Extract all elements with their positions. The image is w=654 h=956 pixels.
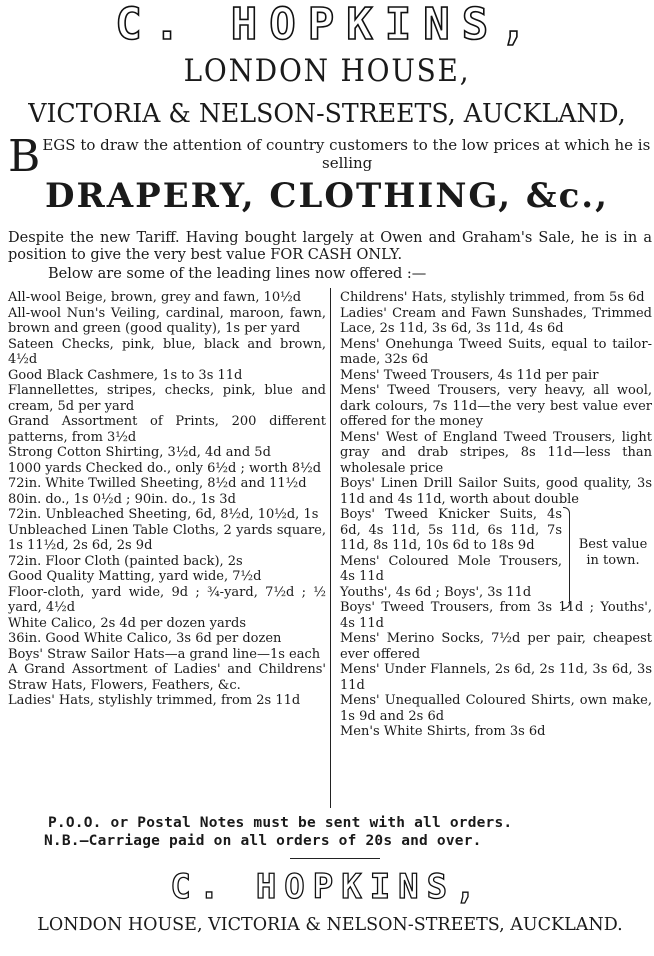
list-item: Boys' Straw Sailor Hats—a grand line—1s each [8, 646, 321, 662]
list-item: Ladies' Hats, stylishly trimmed, from 2s 11d [8, 693, 301, 708]
bracket-items [340, 507, 562, 600]
header-address: VICTORIA & NELSON-STREETS, AUCKLAND, [28, 99, 626, 129]
list-item: Mens' Unequalled Coloured Shirts, own make, 1s 9d and 2s 6d [340, 693, 652, 724]
carriage-note: N.B.—Carriage paid on all orders of 20s and over. [44, 833, 482, 849]
left-column [8, 290, 326, 709]
brace [563, 507, 570, 609]
below-text: Below are some of the leading lines now offered :— [48, 266, 427, 282]
list-item: Flannellettes, stripes, checks, pink, blue and cream, 5d per yard [8, 383, 326, 414]
list-item: Mens' Tweed Trousers, very heavy, all wool, dark colours, 7s 11d—the very best value ever offered for the money [340, 383, 652, 429]
best-value-label: Best value in town. [578, 537, 648, 568]
list-item: Boys' Tweed Trousers, from 3s 11d ; Youths', 4s 11d [340, 600, 652, 631]
list-item: Strong Cotton Shirting, 3½d, 4d and 5d [8, 445, 271, 460]
list-item: Mens' Onehunga Tweed Suits, equal to tailor-made, 32s 6d [340, 336, 652, 367]
list-item: Mens' Tweed Trousers, 4s 11d per pair [340, 367, 599, 383]
list-item: Boys' Linen Drill Sailor Suits, good quality, 3s 11d and 4s 11d, worth about double [340, 476, 652, 507]
list-item: Sateen Checks, pink, blue, black and brown, 4½d [8, 336, 326, 367]
list-item: A Grand Assortment of Ladies' and Childrens' Straw Hats, Flowers, Feathers, &c. [8, 662, 326, 693]
intro-line-text: EGS to draw the attention of country customers to the low prices at which he is [42, 136, 651, 154]
list-item: Good Quality Matting, yard wide, 7½d [8, 569, 262, 584]
intro-line-text-2: selling [322, 154, 373, 172]
list-item: 72in. White Twilled Sheeting, 8½d and 11½d [8, 476, 307, 491]
list-item: Boys' Tweed Knicker Suits, 4s 6d, 4s 11d, 5s 11d, 6s 11d, 7s 11d, 8s 11d, 10s 6d to 18s 9d [340, 507, 562, 553]
header-name: C. HOPKINS, [115, 0, 539, 50]
footer-address: LONDON HOUSE, VICTORIA & NELSON-STREETS, AUCKLAND. [37, 915, 623, 935]
list-item: White Calico, 2s 4d per dozen yards [8, 615, 246, 631]
drop-cap: B [8, 131, 41, 182]
intro-paragraph: Despite the new Tariff. Having bought largely at Owen and Graham's Sale, he is in a position to give the very best value FOR CASH ONLY. [8, 230, 652, 263]
list-item: 1000 yards Checked do., only 6½d ; worth 8½d [8, 460, 322, 476]
separator-rule [290, 858, 380, 859]
header-house: LONDON HOUSE, [183, 53, 471, 89]
best-value-group [340, 507, 652, 600]
list-item: Childrens' Hats, stylishly trimmed, from 5s 6d [340, 290, 645, 305]
list-item: 36in. Good White Calico, 3s 6d per dozen [8, 631, 282, 646]
headline: DRAPERY, CLOTHING, &c., [45, 176, 609, 216]
list-item: 80in. do., 1s 0½d ; 90in. do., 1s 3d [8, 491, 236, 507]
list-item: Mens' Coloured Mole Trousers, 4s 11d [340, 553, 562, 584]
payment-note: P.O.O. or Postal Notes must be sent with all orders. [48, 815, 513, 831]
intro-line [8, 131, 652, 182]
list-item: 72in. Unbleached Sheeting, 6d, 8½d, 10½d, 1s [8, 507, 319, 522]
list-item: Grand Assortment of Prints, 200 different patterns, from 3½d [8, 414, 326, 445]
list-item: Youths', 4s 6d ; Boys', 3s 11d [340, 584, 532, 600]
list-item: Unbleached Linen Table Cloths, 2 yards square, 1s 11½d, 2s 6d, 2s 9d [8, 522, 326, 553]
list-item: Mens' West of England Tweed Trousers, light gray and drab stripes, 8s 11d—less than wholesale price [340, 429, 652, 476]
list-item: Floor-cloth, yard wide, 9d ; ¾-yard, 7½d ; ½ yard, 4½d [8, 584, 326, 615]
list-item: All-wool Nun's Veiling, cardinal, maroon, fawn, brown and green (good quality), 1s per yard [8, 305, 326, 336]
column-divider [330, 288, 331, 808]
list-item: Men's White Shirts, from 3s 6d [340, 724, 546, 739]
list-item: All-wool Beige, brown, grey and fawn, 10½d [8, 290, 302, 305]
list-item: 72in. Floor Cloth (painted back), 2s [8, 553, 243, 569]
list-item: Mens' Merino Socks, 7½d per pair, cheapest ever offered [340, 631, 652, 662]
list-item: Ladies' Cream and Fawn Sunshades, Trimmed Lace, 2s 11d, 3s 6d, 3s 11d, 4s 6d [340, 305, 652, 336]
footer-name: C. HOPKINS, [170, 867, 484, 907]
list-item: Good Black Cashmere, 1s to 3s 11d [8, 367, 243, 383]
right-column [340, 290, 652, 740]
list-item: Mens' Under Flannels, 2s 6d, 2s 11d, 3s 6d, 3s 11d [340, 662, 652, 693]
